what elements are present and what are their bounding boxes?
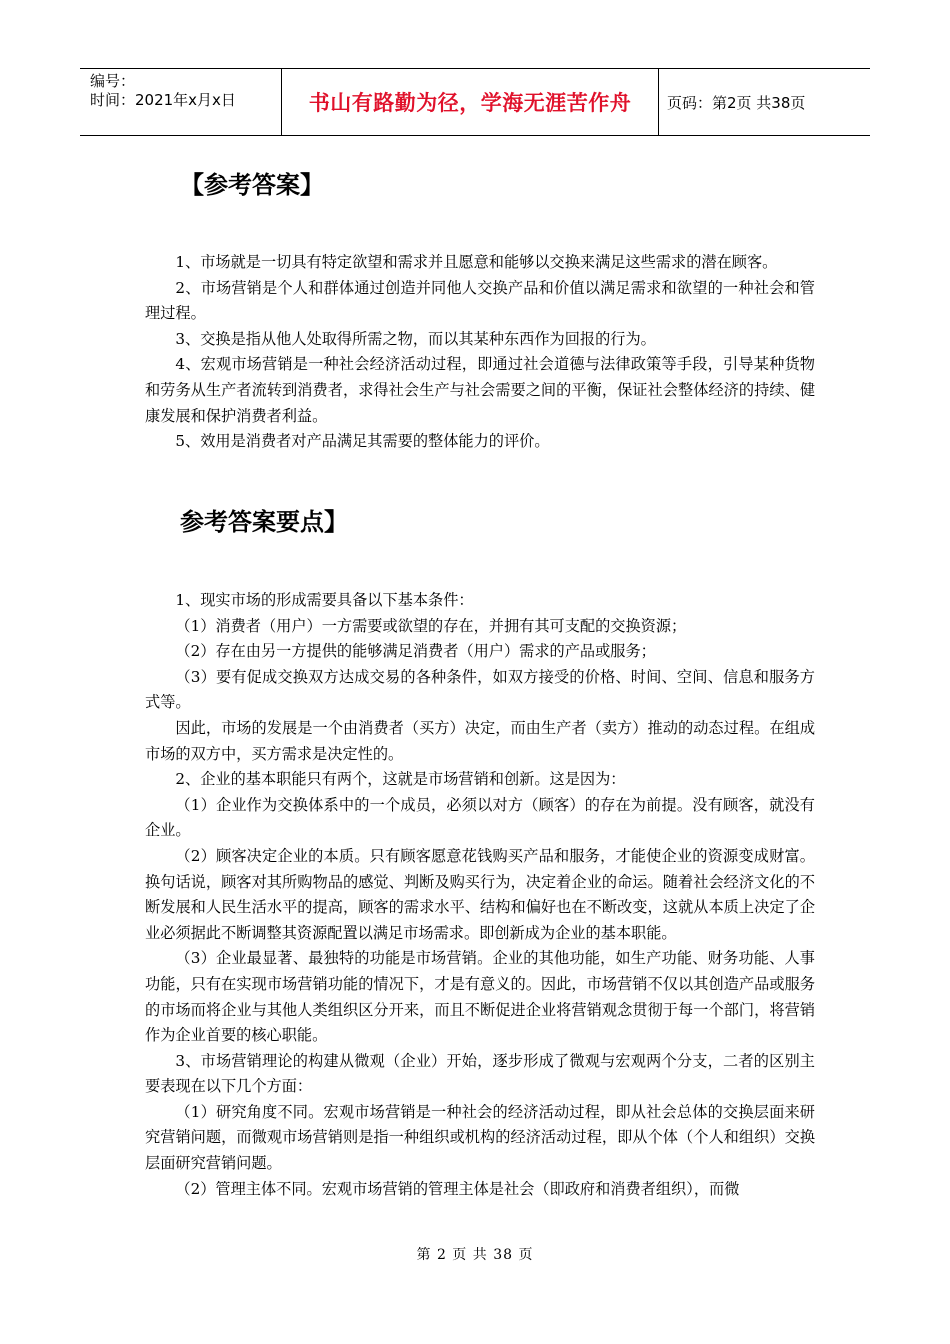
paragraph: 2、企业的基本职能只有两个，这就是市场营销和创新。这是因为： [175,770,626,789]
header-table [80,68,870,136]
paragraph: 5、效用是消费者对产品满足其需要的整体能力的评价。 [175,432,550,451]
paragraph: （1）研究角度不同。宏观市场营销是一种社会的经济活动过程，即从社会总体的交换层面来研究营销问题，而微观市场营销则是指一种组织或机构的经济活动过程，即从个体（个人和组织）交换层面研究营销问题。 [145,1102,815,1173]
page-code: 页码：第2页 共38页 [667,93,806,112]
paragraph: （2）管理主体不同。宏观市场营销的管理主体是社会（即政府和消费者组织），而微 [175,1179,740,1198]
paragraph: 因此，市场的发展是一个由消费者（买方）决定，而由生产者（卖方）推动的动态过程。在组成市场的双方中，买方需求是决定性的。 [145,718,815,763]
paragraph: （1）企业作为交换体系中的一个成员，必须以对方（顾客）的存在为前提。没有顾客，就没有企业。 [145,795,815,840]
paragraph: （3）要有促成交换双方达成交易的各种条件，如双方接受的价格、时间、空间、信息和服务方式等。 [145,667,815,712]
header-left-cell [80,69,282,135]
paragraph: 4、宏观市场营销是一种社会经济活动过程，即通过社会道德与法律政策等手段，引导某种货物和劳务从生产者流转到消费者，求得社会生产与社会需要之间的平衡，保证社会整体经济的持续、健康发展和保护消费者利益。 [145,355,815,425]
section-title-answers: 【参考答案】 [180,171,324,199]
time-label: 时间：2021年x月x日 [90,91,236,109]
paragraph: （2）存在由另一方提供的能够满足消费者（用户）需求的产品或服务； [175,642,656,661]
section1-body [145,250,815,455]
paragraph: 1、市场就是一切具有特定欲望和需求并且愿意和能够以交换来满足这些需求的潜在顾客。 [175,253,778,271]
paragraph: 1、现实市场的形成需要具备以下基本条件： [175,591,474,609]
paragraph: （1）消费者（用户）一方需要或欲望的存在，并拥有其可支配的交换资源； [175,616,687,635]
section2-body [145,588,815,1202]
paragraph: （3）企业最显著、最独特的功能是市场营销。企业的其他功能，如生产功能、财务功能、人事功能，只有在实现市场营销功能的情况下，才是有意义的。因此，市场营销不仅以其创造产品或服务的市场而将企业与其他人类组织区分开来，而且不断促进企业将营销观念贯彻于每一个部门，将营销作为企业首要的核心职能。 [145,949,815,1045]
paragraph: 3、交换是指从他人处取得所需之物，而以其某种东西作为回报的行为。 [175,329,656,348]
paragraph: （2）顾客决定企业的本质。只有顾客愿意花钱购买产品和服务，才能使企业的资源变成财富。换句话说，顾客对其所购物品的感觉、判断及购买行为，决定着企业的命运。随着社会经济文化的不断发展和人民生活水平的提高，顾客的需求水平、结构和偏好也在不断改变，这就从本质上决定了企业必须据此不断调整其资源配置以满足市场需求。即创新成为企业的基本职能。 [145,846,815,942]
section-title-key-points: 参考答案要点】 [180,508,348,536]
number-label: 编号： [90,72,136,90]
motto: 书山有路勤为径，学海无涯苦作舟 [282,69,659,135]
paragraph: 2、市场营销是个人和群体通过创造并同他人交换产品和价值以满足需求和欲望的一种社会和管理过程。 [145,278,815,323]
paragraph: 3、市场营销理论的构建从微观（企业）开始，逐步形成了微观与宏观两个分支，二者的区别主要表现在以下几个方面： [145,1051,815,1096]
page-footer: 第 2 页 共 38 页 [416,1247,534,1263]
